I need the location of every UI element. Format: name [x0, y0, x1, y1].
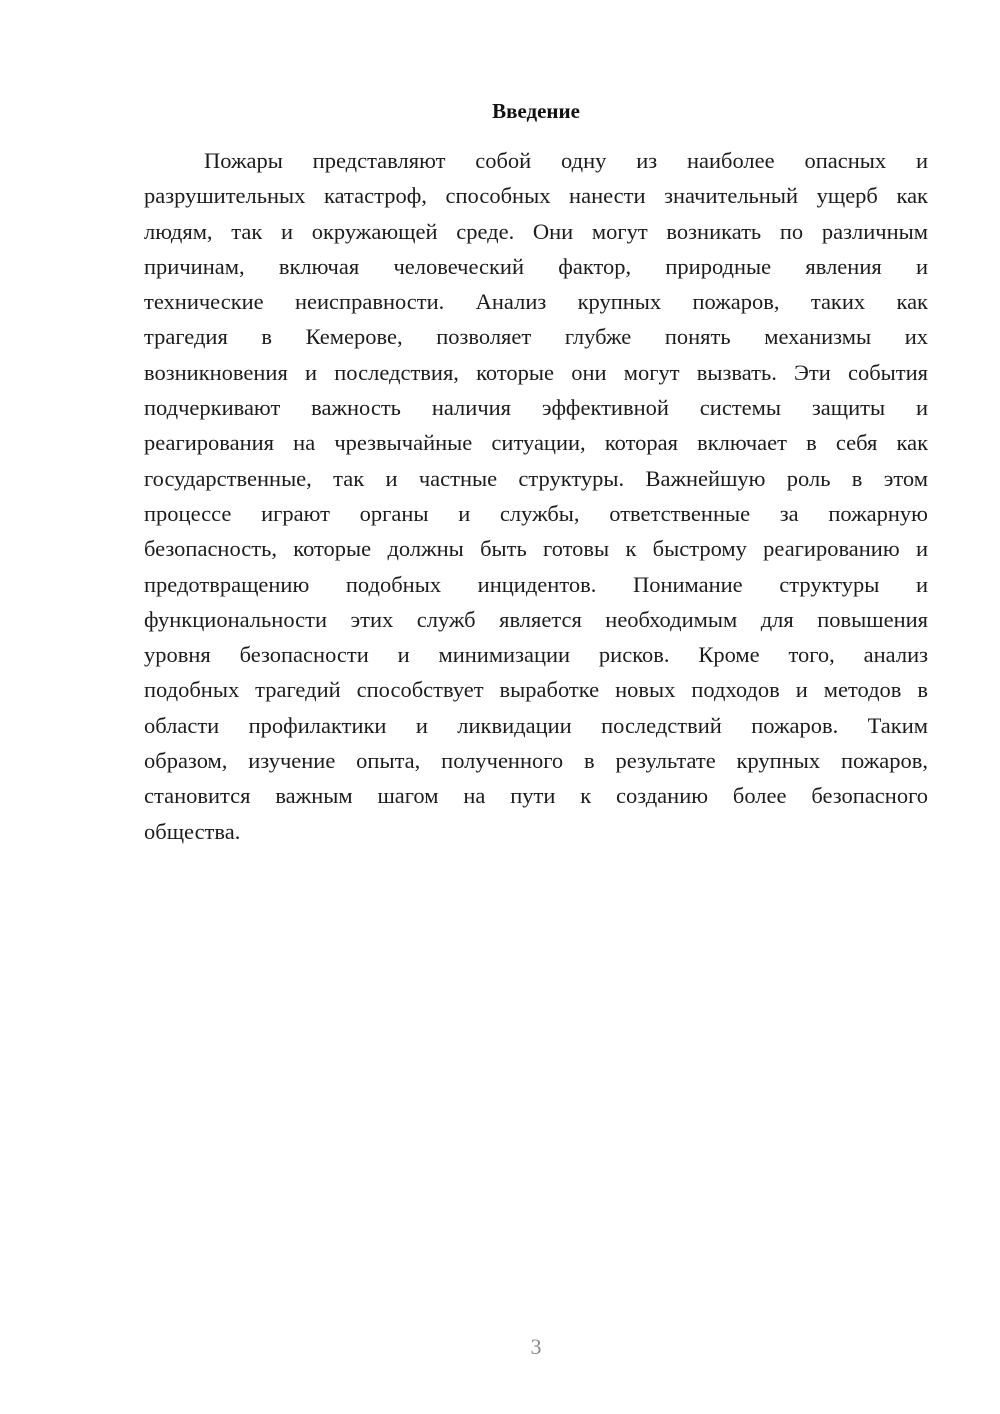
paragraph-line: трагедия в Кемерове, позволяет глубже понять механизмы их	[144, 324, 928, 350]
paragraph-line: общества.	[144, 818, 241, 844]
paragraph-line: области профилактики и ликвидации последствий пожаров. Таким	[144, 712, 928, 738]
paragraph-line: функциональности этих служб является необходимым для повышения	[144, 606, 928, 632]
paragraph-line: подобных трагедий способствует выработке новых подходов и методов в	[144, 677, 928, 703]
paragraph-line: возникновения и последствия, которые они могут вызвать. Эти события	[144, 359, 928, 385]
paragraph-line: людям, так и окружающей среде. Они могут возникать по различным	[144, 218, 928, 244]
section-heading: Введение	[492, 99, 580, 123]
page-number: 3	[530, 1334, 542, 1359]
paragraph-line: процессе играют органы и службы, ответственные за пожарную	[144, 500, 928, 526]
paragraph-line: образом, изучение опыта, полученного в результате крупных пожаров,	[144, 748, 928, 774]
paragraph-line: безопасность, которые должны быть готовы к быстрому реагированию и	[144, 536, 928, 562]
paragraph-line: технические неисправности. Анализ крупных пожаров, таких как	[144, 289, 928, 315]
paragraph-line: уровня безопасности и минимизации рисков. Кроме того, анализ	[144, 642, 928, 668]
paragraph-line: подчеркивают важность наличия эффективной системы защиты и	[144, 395, 928, 421]
paragraph-line: разрушительных катастроф, способных нанести значительный ущерб как	[144, 183, 928, 209]
paragraph-line: становится важным шагом на пути к созданию более безопасного	[144, 783, 928, 809]
introduction-paragraph	[144, 143, 928, 849]
paragraph-line: предотвращению подобных инцидентов. Понимание структуры и	[144, 571, 928, 597]
paragraph-line: реагирования на чрезвычайные ситуации, которая включает в себя как	[144, 430, 928, 456]
paragraph-line: государственные, так и частные структуры. Важнейшую роль в этом	[144, 465, 928, 491]
paragraph-line: причинам, включая человеческий фактор, природные явления и	[144, 253, 928, 279]
paragraph-line: Пожары представляют собой одну из наиболее опасных и	[204, 148, 928, 173]
